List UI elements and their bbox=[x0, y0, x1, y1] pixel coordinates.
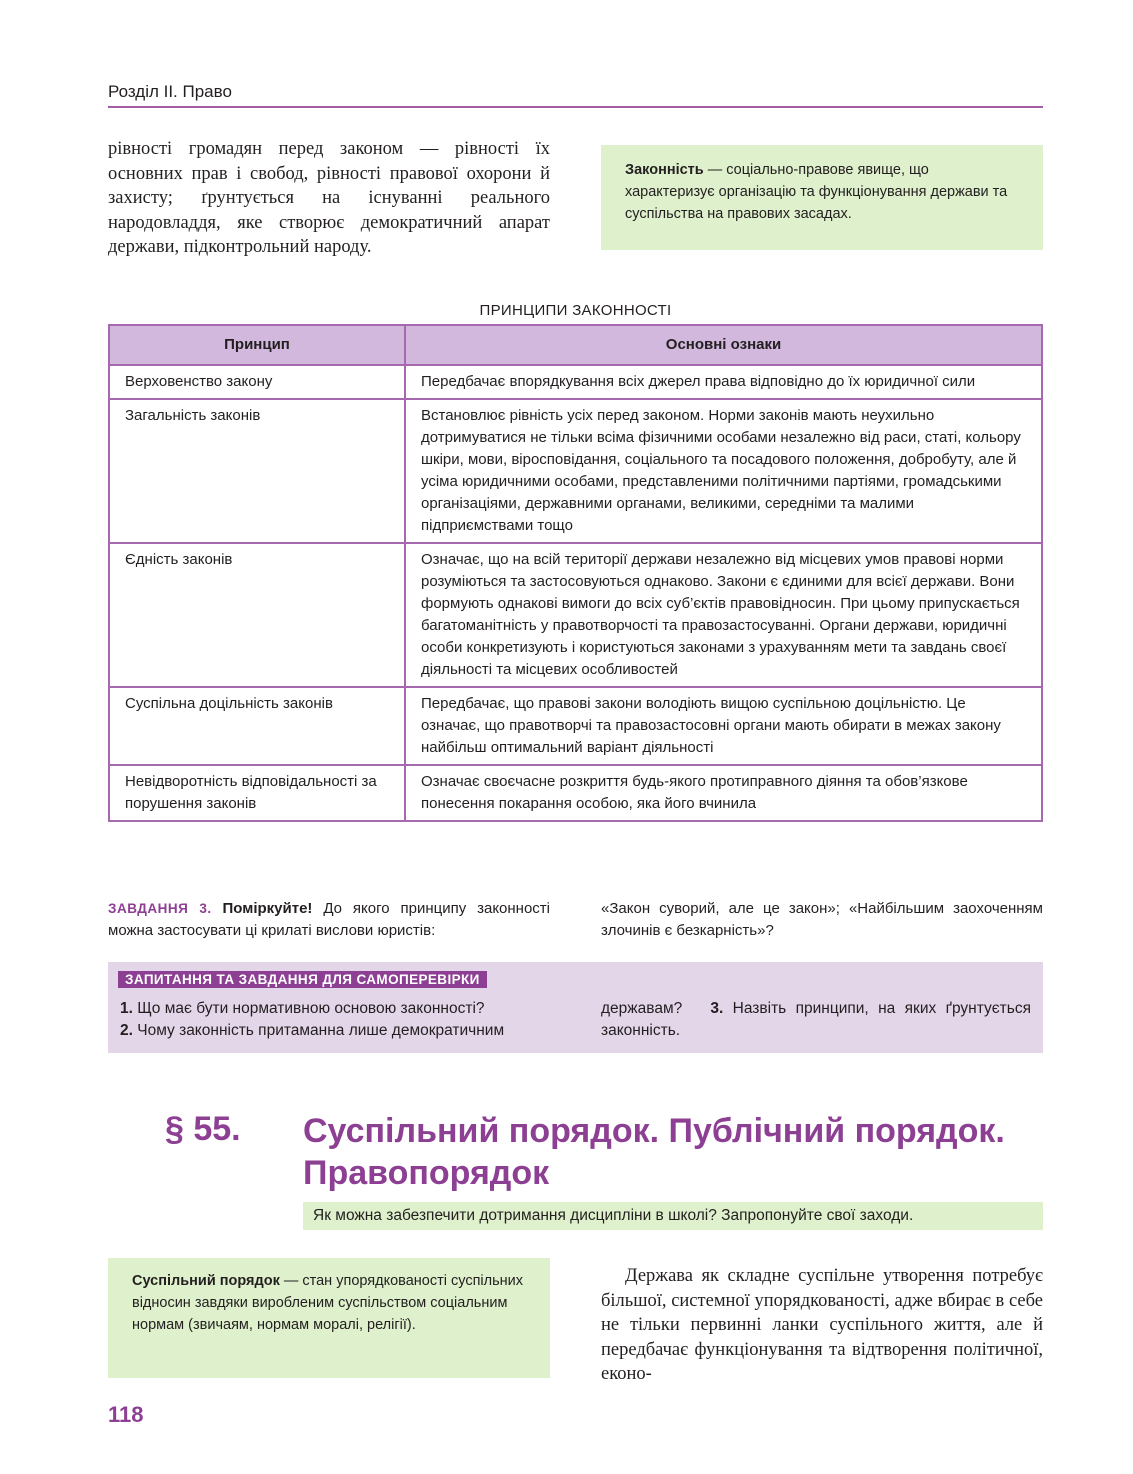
question-2 bbox=[120, 1020, 550, 1042]
features-cell: Передбачає, що правові закони володіють вищою суспільною доцільністю. Це означає, що правотворчі та правозастосовні органи мають обирати в межах закону найбільш оптимальний варіант діяльності bbox=[405, 687, 1042, 765]
section-number: § 55. bbox=[165, 1110, 241, 1148]
body-text: Держава як складне суспільне утворення потребує більшої, системної упорядкованості, адже вбирає в себе не тільки первинні ланки суспільного життя, але й передбачає функціонування та відтворення політичної, еконо- bbox=[601, 1266, 1043, 1384]
table-row bbox=[109, 399, 1042, 543]
body-paragraph bbox=[601, 1264, 1043, 1387]
column-header-features: Основні ознаки bbox=[405, 325, 1042, 365]
definition-box-legality bbox=[601, 145, 1043, 250]
principle-cell: Загальність законів bbox=[109, 399, 405, 543]
task-3-left bbox=[108, 898, 550, 942]
question-3-text: Назвіть принципи, на яких ґрунтується законність. bbox=[601, 1000, 1031, 1039]
table-caption: ПРИНЦИПИ ЗАКОННОСТІ bbox=[479, 302, 672, 319]
definition-box-public-order bbox=[108, 1258, 550, 1378]
question-number: 2. bbox=[120, 1022, 133, 1039]
task-label: ЗАВДАННЯ 3. bbox=[108, 901, 212, 916]
self-check-left-column bbox=[120, 998, 550, 1042]
definition-text: — стан упорядкованості суспільних відносин завдяки виробленим суспільством соціальним нормам (звичаям, нормам моралі, релігії). bbox=[132, 1273, 524, 1333]
question-1 bbox=[120, 998, 550, 1020]
principle-cell: Суспільна доцільність законів bbox=[109, 687, 405, 765]
principles-table bbox=[108, 324, 1043, 822]
table-row bbox=[109, 765, 1042, 821]
principle-cell: Невідворотність відповідальності за порушення законів bbox=[109, 765, 405, 821]
table-header-row bbox=[109, 325, 1042, 365]
section-question: Як можна забезпечити дотримання дисципліни в школі? Запропонуйте свої заходи. bbox=[303, 1202, 1043, 1230]
features-cell: Встановлює рівність усіх перед законом. Норми законів мають неухильно дотримуватися не тільки всіма фізичними особами незалежно від раси, статі, кольору шкіри, мови, віросповідання, соціального та посадового положення, добробуту, але й усіма юридичними особами, представленими політичними партіями, громадськими організаціями, державними органами, великими, середніми та малими підприємствами тощо bbox=[405, 399, 1042, 543]
principle-cell: Верховенство закону bbox=[109, 365, 405, 399]
table-row bbox=[109, 365, 1042, 399]
self-check-right-column bbox=[601, 998, 1031, 1042]
features-cell: Означає, що на всій території держави незалежно від місцевих умов правові норми розуміються та застосовуються однаково. Закони є єдиними для всієї держави. Вони формують однакові вимоги до всіх суб’єктів правовідносин. При цьому припускається багатоманітність у правотворчості та правозастосуванні. Органи держави, юридичні особи конкретизують і користуються законами з урахуванням мети та завдань своєї діяльності та місцевих особливостей bbox=[405, 543, 1042, 687]
definition-term: Законність bbox=[625, 162, 704, 178]
table-row bbox=[109, 687, 1042, 765]
question-number: 3. bbox=[710, 1000, 724, 1017]
task-emphasis: Поміркуйте! bbox=[222, 900, 313, 917]
task-3-right: «Закон суворий, але це закон»; «Найбільшим заохоченням злочинів є безкарність»? bbox=[601, 900, 1043, 939]
definition-term: Суспільний порядок bbox=[132, 1273, 280, 1289]
header-divider bbox=[108, 106, 1043, 108]
question-2-continuation: державам? bbox=[601, 1000, 683, 1017]
table-row bbox=[109, 543, 1042, 687]
intro-paragraph: рівності громадян перед законом — рівності їх основних прав і свобод, рівності правової охорони й захисту; ґрунтується на існуванні реального народовладдя, яке створює демократичний апарат держави, підконтрольний народу. bbox=[108, 139, 550, 257]
task-text-left: До якого принципу законності можна застосувати ці крилаті вислови юристів: bbox=[108, 900, 550, 939]
features-cell: Означає своєчасне розкриття будь-якого протиправного діяння та обов’язкове понесення покарання особою, яка його вчинила bbox=[405, 765, 1042, 821]
page-number: 118 bbox=[108, 1402, 144, 1427]
running-header: Розділ ІІ. Право bbox=[108, 82, 232, 101]
question-text: Чому законність притаманна лише демократичним bbox=[132, 1022, 505, 1039]
question-text: Що має бути нормативною основою законності? bbox=[132, 1000, 485, 1017]
section-title: Суспільний порядок. Публічний порядок. Правопорядок bbox=[303, 1112, 1005, 1192]
principle-cell: Єдність законів bbox=[109, 543, 405, 687]
column-header-principle: Принцип bbox=[109, 325, 405, 365]
self-check-label: ЗАПИТАННЯ ТА ЗАВДАННЯ ДЛЯ САМОПЕРЕВІРКИ bbox=[118, 971, 487, 988]
question-number: 1. bbox=[120, 1000, 133, 1017]
definition-text: — соціально-правове явище, що характеризує організацію та функціонування держави та суспільства на правових засадах. bbox=[625, 162, 1008, 222]
features-cell: Передбачає впорядкування всіх джерел права відповідно до їх юридичної сили bbox=[405, 365, 1042, 399]
